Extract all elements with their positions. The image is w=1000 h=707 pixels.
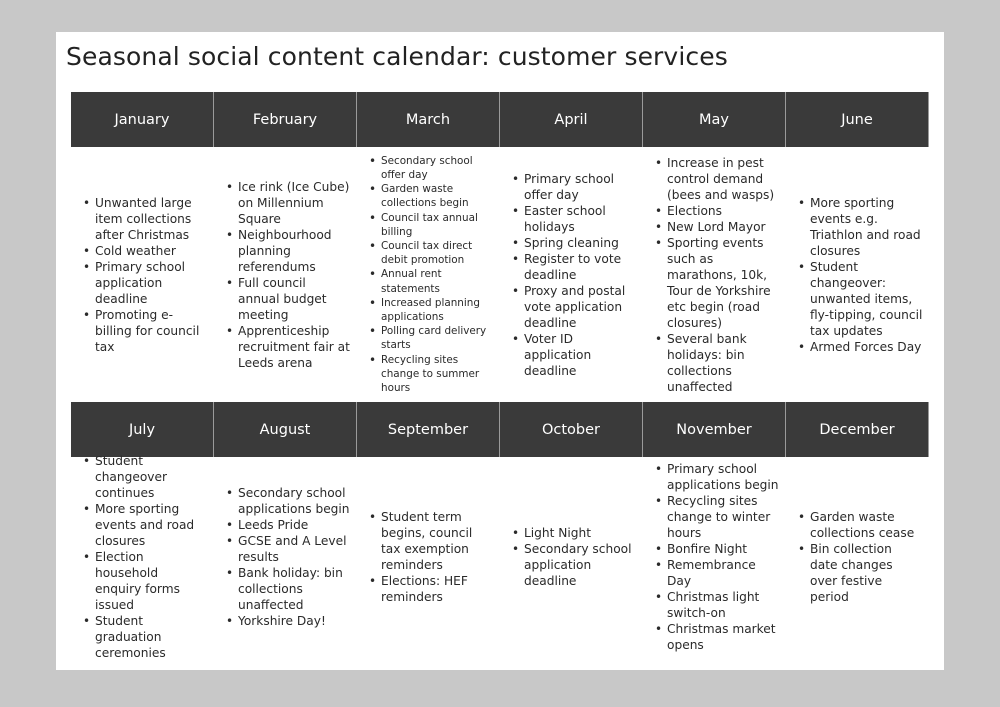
month-items [510,171,637,379]
list-item: • Student graduation ceremonies [81,613,208,661]
list-item: • Primary school offer day [510,171,637,203]
month-cell-july [71,454,214,660]
list-item: • Yorkshire Day! [224,613,351,629]
list-item: • Leeds Pride [224,517,351,533]
list-item: • Cold weather [81,243,208,259]
month-cell-september [357,457,500,657]
list-item: • Elections [653,203,780,219]
list-item: • Elections: HEF reminders [367,573,494,605]
month-items [81,453,208,661]
list-item: • Garden waste collections begin [367,182,494,210]
list-item: • Recycling sites change to winter hours [653,493,780,541]
list-item: • Spring cleaning [510,235,637,251]
month-items [224,179,351,371]
list-item: • Election household enquiry forms issued [81,549,208,613]
list-item: • Unwanted large item collections after Christmas [81,195,208,243]
month-items [81,195,208,355]
month-cell-february [214,147,357,402]
month-items [653,461,780,653]
month-items [367,154,494,395]
month-header-february: February [214,92,357,147]
list-item: • Light Night [510,525,637,541]
month-cell-march [357,147,500,402]
list-item: • Annual rent statements [367,267,494,295]
list-item: • Primary school application deadline [81,259,208,307]
list-item: • Promoting e-billing for council tax [81,307,208,355]
month-header-may: May [643,92,786,147]
list-item: • Register to vote deadline [510,251,637,283]
list-item: • Secondary school application deadline [510,541,637,589]
list-item: • New Lord Mayor [653,219,780,235]
month-header-january: January [71,92,214,147]
list-item: • Student changeover continues [81,453,208,501]
list-item: • Christmas market opens [653,621,780,653]
month-cell-december [786,457,929,657]
list-item: • Easter school holidays [510,203,637,235]
list-item: • Proxy and postal vote application deadline [510,283,637,331]
month-cell-january [71,147,214,402]
list-item: • Apprenticeship recruitment fair at Leeds arena [224,323,351,371]
list-item: • Bin collection date changes over festive period [796,541,923,605]
list-item: • More sporting events and road closures [81,501,208,549]
month-items [796,195,923,355]
month-header-august: August [214,402,357,457]
list-item: • Several bank holidays: bin collections unaffected [653,331,780,395]
page-title: Seasonal social content calendar: customer services [66,42,728,71]
month-items [510,525,637,589]
month-cell-april [500,147,643,402]
list-item: • Council tax annual billing [367,211,494,239]
calendar-row-jan-jun [71,92,929,402]
list-item: • Full council annual budget meeting [224,275,351,323]
month-header-june: June [786,92,929,147]
month-items [224,485,351,629]
list-item: • Voter ID application deadline [510,331,637,379]
list-item: • Recycling sites change to summer hours [367,353,494,396]
list-item: • Increase in pest control demand (bees and wasps) [653,155,780,203]
list-item: • GCSE and A Level results [224,533,351,565]
month-header-march: March [357,92,500,147]
calendar-row-jul-dec [71,402,929,660]
month-items [367,509,494,605]
list-item: • Bonfire Night [653,541,780,557]
list-item: • Armed Forces Day [796,339,923,355]
month-header-october: October [500,402,643,457]
list-item: • Secondary school offer day [367,154,494,182]
month-cell-june [786,147,929,402]
month-header-september: September [357,402,500,457]
month-cell-november [643,457,786,657]
list-item: • Primary school applications begin [653,461,780,493]
list-item: • Student changeover: unwanted items, fly-tipping, council tax updates [796,259,923,339]
list-item: • Remembrance Day [653,557,780,589]
month-items [796,509,923,605]
list-item: • Garden waste collections cease [796,509,923,541]
month-cell-october [500,457,643,657]
list-item: • Ice rink (Ice Cube) on Millennium Square [224,179,351,227]
month-cell-august [214,457,357,657]
list-item: • Council tax direct debit promotion [367,239,494,267]
list-item: • Bank holiday: bin collections unaffected [224,565,351,613]
month-header-april: April [500,92,643,147]
month-items [653,155,780,395]
month-header-december: December [786,402,929,457]
month-header-july: July [71,402,214,457]
list-item: • Increased planning applications [367,296,494,324]
list-item: • Sporting events such as marathons, 10k, Tour de Yorkshire etc begin (road closures) [653,235,780,331]
list-item: • Secondary school applications begin [224,485,351,517]
month-header-november: November [643,402,786,457]
calendar-page [56,32,944,670]
month-cell-may [643,147,786,402]
list-item: • Student term begins, council tax exemption reminders [367,509,494,573]
list-item: • Christmas light switch-on [653,589,780,621]
list-item: • Polling card delivery starts [367,324,494,352]
list-item: • Neighbourhood planning referendums [224,227,351,275]
list-item: • More sporting events e.g. Triathlon and road closures [796,195,923,259]
